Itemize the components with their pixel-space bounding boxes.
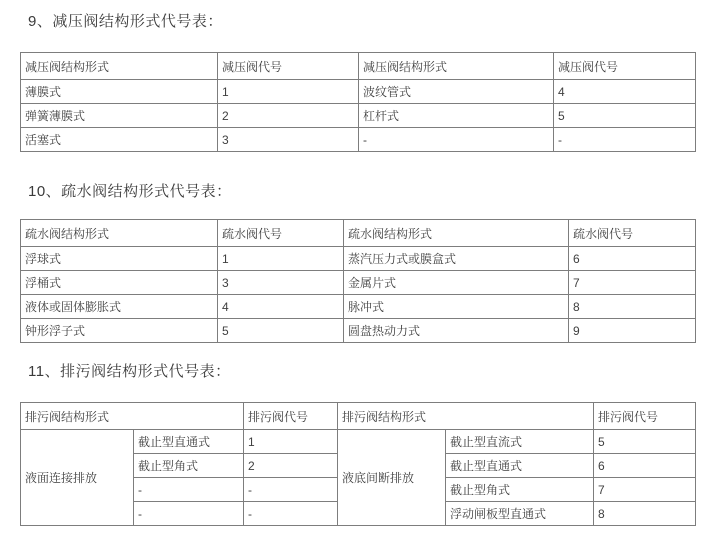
steam-trap-code-table — [20, 219, 696, 343]
table-cell: 脉冲式 — [344, 295, 569, 319]
section-title-blowdown-valve: 11、排污阀结构形式代号表： — [28, 363, 231, 380]
table-cell: 浮球式 — [21, 247, 218, 271]
table-cell: 蒸汽压力式或膜盒式 — [344, 247, 569, 271]
reducing-valve-code-table — [20, 52, 696, 152]
header-cell: 排污阀代号 — [594, 403, 696, 430]
table-cell: - — [134, 502, 244, 526]
section-title-steam-trap: 10、疏水阀结构形式代号表： — [28, 183, 232, 200]
table-cell: 浮桶式 — [21, 271, 218, 295]
table-cell: 截止型角式 — [446, 478, 594, 502]
table-cell: 弹簧薄膜式 — [21, 104, 218, 128]
table-cell: - — [244, 478, 338, 502]
table-cell: 8 — [594, 502, 696, 526]
table-row — [21, 430, 696, 454]
header-cell: 疏水阀结构形式 — [344, 220, 569, 247]
table-cell: 截止型角式 — [134, 454, 244, 478]
table-cell: - — [244, 502, 338, 526]
header-cell: 减压阀结构形式 — [359, 53, 554, 80]
table-cell: 1 — [218, 80, 359, 104]
table-cell: 活塞式 — [21, 128, 218, 152]
table-row — [21, 80, 696, 104]
group-cell-surface-continuous: 液面连接排放 — [21, 430, 134, 526]
table-row — [21, 319, 696, 343]
table-row — [21, 295, 696, 319]
table-cell: 圆盘热动力式 — [344, 319, 569, 343]
table-row — [21, 271, 696, 295]
table-cell: 9 — [569, 319, 696, 343]
table-cell: 8 — [569, 295, 696, 319]
table-cell: 截止型直通式 — [134, 430, 244, 454]
table-cell: 钟形浮子式 — [21, 319, 218, 343]
header-cell: 减压阀代号 — [218, 53, 359, 80]
table-cell: - — [134, 478, 244, 502]
header-cell: 排污阀代号 — [244, 403, 338, 430]
table-row — [21, 128, 696, 152]
table-header-row — [21, 53, 696, 80]
header-cell: 疏水阀代号 — [218, 220, 344, 247]
table-cell: 杠杆式 — [359, 104, 554, 128]
table-cell: - — [359, 128, 554, 152]
blowdown-valve-code-table — [20, 402, 696, 526]
table-cell: 薄膜式 — [21, 80, 218, 104]
header-cell: 减压阀结构形式 — [21, 53, 218, 80]
header-cell: 减压阀代号 — [554, 53, 696, 80]
table-cell: 液体或固体膨胀式 — [21, 295, 218, 319]
table-cell: 6 — [569, 247, 696, 271]
header-cell: 疏水阀结构形式 — [21, 220, 218, 247]
table-header-row — [21, 403, 696, 430]
table-cell: 6 — [594, 454, 696, 478]
section-title-reducing-valve: 9、减压阀结构形式代号表： — [28, 13, 223, 30]
table-cell: 1 — [244, 430, 338, 454]
group-cell-bottom-intermittent: 液底间断排放 — [338, 430, 446, 526]
table-header-row — [21, 220, 696, 247]
table-cell: 截止型直通式 — [446, 454, 594, 478]
table-cell: 2 — [244, 454, 338, 478]
header-cell: 排污阀结构形式 — [338, 403, 594, 430]
header-cell: 疏水阀代号 — [569, 220, 696, 247]
table-cell: 金属片式 — [344, 271, 569, 295]
table-cell: 5 — [554, 104, 696, 128]
table-row — [21, 247, 696, 271]
header-cell: 排污阀结构形式 — [21, 403, 244, 430]
table-cell: 波纹管式 — [359, 80, 554, 104]
table-cell: 1 — [218, 247, 344, 271]
table-cell: 3 — [218, 271, 344, 295]
table-cell: 3 — [218, 128, 359, 152]
table-cell: 2 — [218, 104, 359, 128]
table-cell: 5 — [218, 319, 344, 343]
table-cell: 截止型直流式 — [446, 430, 594, 454]
table-cell: 4 — [218, 295, 344, 319]
table-cell: - — [554, 128, 696, 152]
table-cell: 浮动闸板型直通式 — [446, 502, 594, 526]
table-cell: 5 — [594, 430, 696, 454]
table-cell: 7 — [594, 478, 696, 502]
table-cell: 7 — [569, 271, 696, 295]
table-cell: 4 — [554, 80, 696, 104]
table-row — [21, 104, 696, 128]
